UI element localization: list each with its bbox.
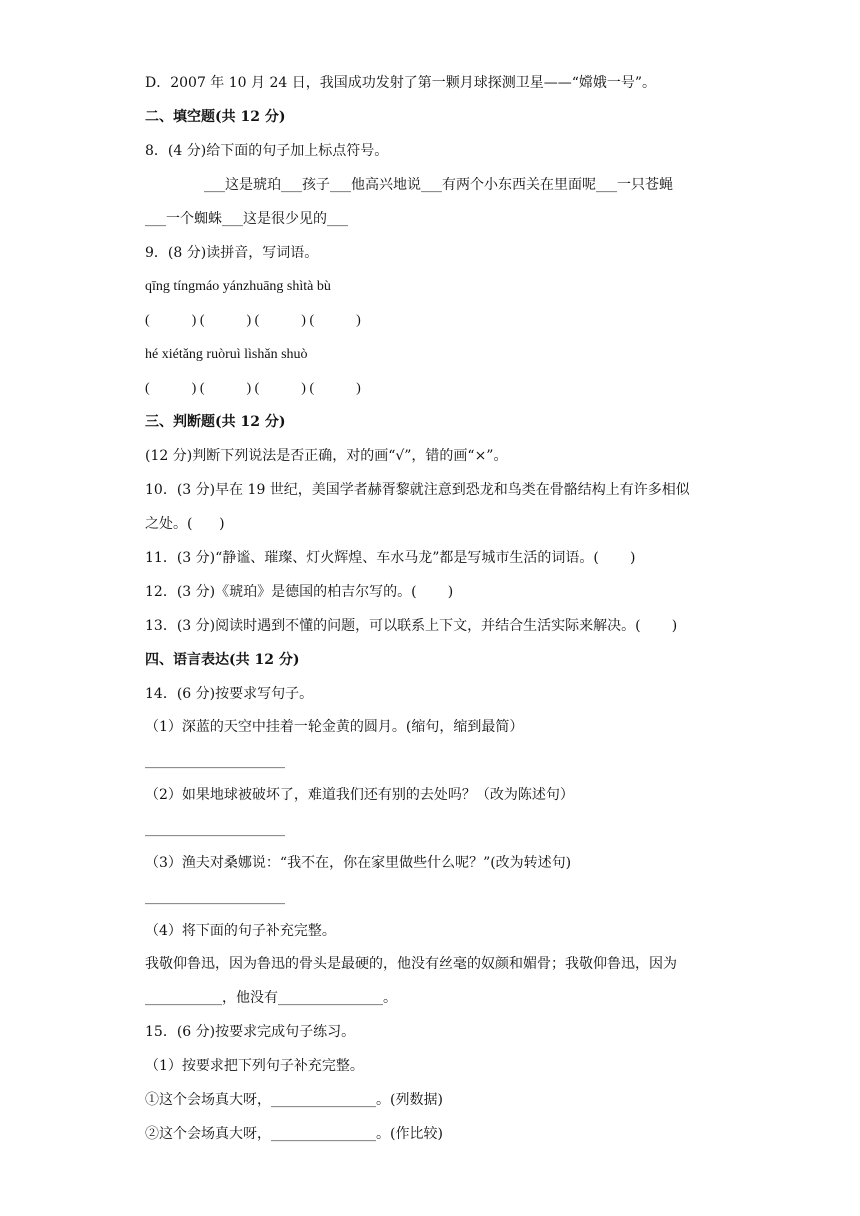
question-15-title: 15．(6 分)按要求完成句子练习。: [145, 1024, 356, 1040]
question-10-line-1: 10．(3 分)早在 19 世纪，美国学者赫胥黎就注意到恐龙和鸟类在骨骼结构上有许多相似: [145, 482, 690, 498]
question-10-line-2: 之处。( ): [145, 516, 225, 532]
question-14-part-4-blanks: ___________，他没有_______________。: [145, 990, 397, 1006]
question-8-sentence-line-1: ___这是琥珀___孩子___他高兴地说___有两个小东西关在里面呢___一只苍蝇: [204, 177, 673, 193]
answer-brackets-row-2: ( ) ( ) ( ) ( ): [145, 381, 361, 396]
question-12: 12．(3 分)《琥珀》是德国的柏吉尔写的。( ): [145, 584, 454, 600]
question-15-part-1: （1）按要求把下列句子补充完整。: [145, 1058, 364, 1074]
question-14-part-2: （2）如果地球被破坏了，难道我们还有别的去处吗？（改为陈述句）: [145, 787, 574, 803]
question-8-title: 8．(4 分)给下面的句子加上标点符号。: [145, 143, 389, 159]
answer-blank-14-1: ____________________: [145, 753, 285, 769]
question-14-part-4: （4）将下面的句子补充完整。: [145, 923, 336, 939]
true-false-instructions: (12 分)判断下列说法是否正确，对的画“√”，错的画“×”。: [145, 448, 508, 464]
question-14-part-1: （1）深蓝的天空中挂着一轮金黄的圆月。(缩句，缩到最简）: [145, 719, 524, 735]
question-11: 11．(3 分)“静谧、璀璨、灯火辉煌、车水马龙”都是写城市生活的词语。( ): [145, 550, 636, 566]
question-9-title: 9．(8 分)读拼音，写词语。: [145, 245, 319, 261]
question-15-item-1: ①这个会场真大呀，_______________。(列数据): [145, 1092, 443, 1108]
answer-blank-14-3: ____________________: [145, 889, 285, 905]
answer-brackets-row-1: ( ) ( ) ( ) ( ): [145, 313, 361, 328]
section-heading-true-false: 三、判断题(共 12 分): [145, 414, 286, 430]
section-heading-language-expression: 四、语言表达(共 12 分): [145, 652, 300, 668]
answer-blank-14-2: ____________________: [145, 821, 285, 837]
question-14-part-3: （3）渔夫对桑娜说：“我不在，你在家里做些什么呢？”(改为转述句): [145, 855, 572, 871]
option-d-text: D．2007 年 10 月 24 日，我国成功发射了第一颗月球探测卫星——“嫦娥一号”。: [145, 75, 657, 91]
question-13: 13．(3 分)阅读时遇到不懂的问题，可以联系上下文，并结合生活实际来解决。( ): [145, 618, 678, 634]
pinyin-row-1: qīng tíngmáo yánzhuāng shìtà bù: [145, 279, 331, 294]
pinyin-row-2: hé xiétǎng ruòruì lìshǎn shuò: [145, 347, 308, 362]
question-14-part-4-sentence: 我敬仰鲁迅，因为鲁迅的骨头是最硬的，他没有丝毫的奴颜和媚骨；我敬仰鲁迅，因为: [145, 956, 677, 972]
question-15-item-2: ②这个会场真大呀，_______________。(作比较): [145, 1126, 443, 1142]
section-heading-fill-blank: 二、填空题(共 12 分): [145, 109, 286, 125]
question-14-title: 14．(6 分)按要求写句子。: [145, 686, 314, 702]
question-8-sentence-line-2: ___一个蜘蛛___这是很少见的___: [145, 211, 348, 227]
